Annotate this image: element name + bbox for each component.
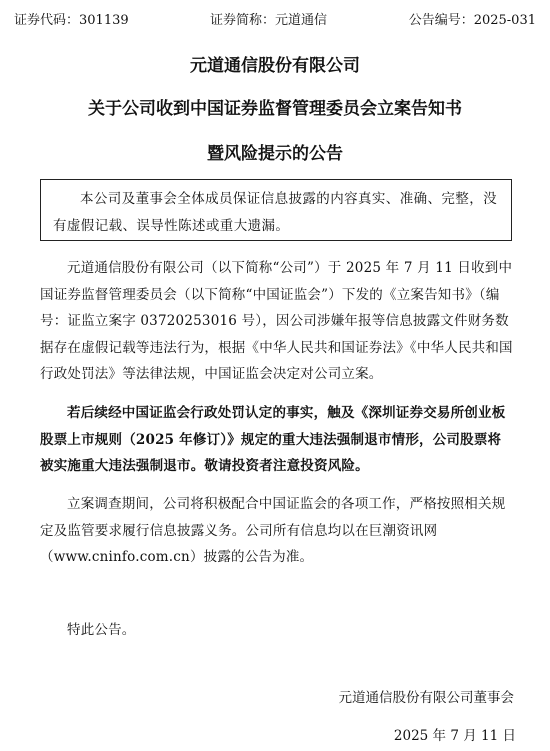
board-statement-box: 本公司及董事会全体成员保证信息披露的内容真实、准确、完整，没有虚假记载、误导性陈述或重大遗漏。 — [40, 179, 512, 241]
notice-title: 关于公司收到中国证券监督管理委员会立案告知书 — [88, 99, 462, 119]
signature-date: 2025 年 7 月 11 日 — [393, 728, 516, 744]
signature-board: 元道通信股份有限公司董事会 — [338, 690, 514, 706]
security-code: 证券代码：301139 — [14, 13, 129, 28]
paragraph-filing-notice: 元道通信股份有限公司（以下简称“公司”）于 2025 年 7 月 11 日收到中国证券监督管理委员会（以下简称“中国证监会”）下发的《立案告知书》（编号：证监立案字 03720253016 号），因公司涉嫌年报等信息披露文件财务数据存在虚假记载等违法行为，根据《中华人民共和国证券法》《中华人民共和国行政处罚法》等法律法规，中国证监会决定对公司立案。 — [40, 260, 513, 382]
notice-subtitle: 暨风险提示的公告 — [207, 144, 343, 164]
notice-number: 公告编号：2025-031 — [408, 13, 536, 28]
document-header — [14, 10, 536, 32]
paragraph-closing: 特此公告。 — [67, 622, 136, 638]
paragraph-risk-warning: 若后续经中国证监会行政处罚认定的事实，触及《深圳证券交易所创业板股票上市规则（2025 年修订）》规定的重大违法强制退市情形，公司股票将被实施重大违法强制退市。敬请投资者注意投资风险。 — [40, 405, 506, 474]
paragraph-investigation: 立案调查期间，公司将积极配合中国证监会的各项工作，严格按照相关规定及监管要求履行信息披露义务。公司所有信息均以在巨潮资讯网（www.cninfo.com.cn）披露的公告为准。 — [40, 496, 506, 565]
company-title: 元道通信股份有限公司 — [190, 56, 360, 76]
security-short-name: 证券简称：元道通信 — [210, 13, 328, 28]
